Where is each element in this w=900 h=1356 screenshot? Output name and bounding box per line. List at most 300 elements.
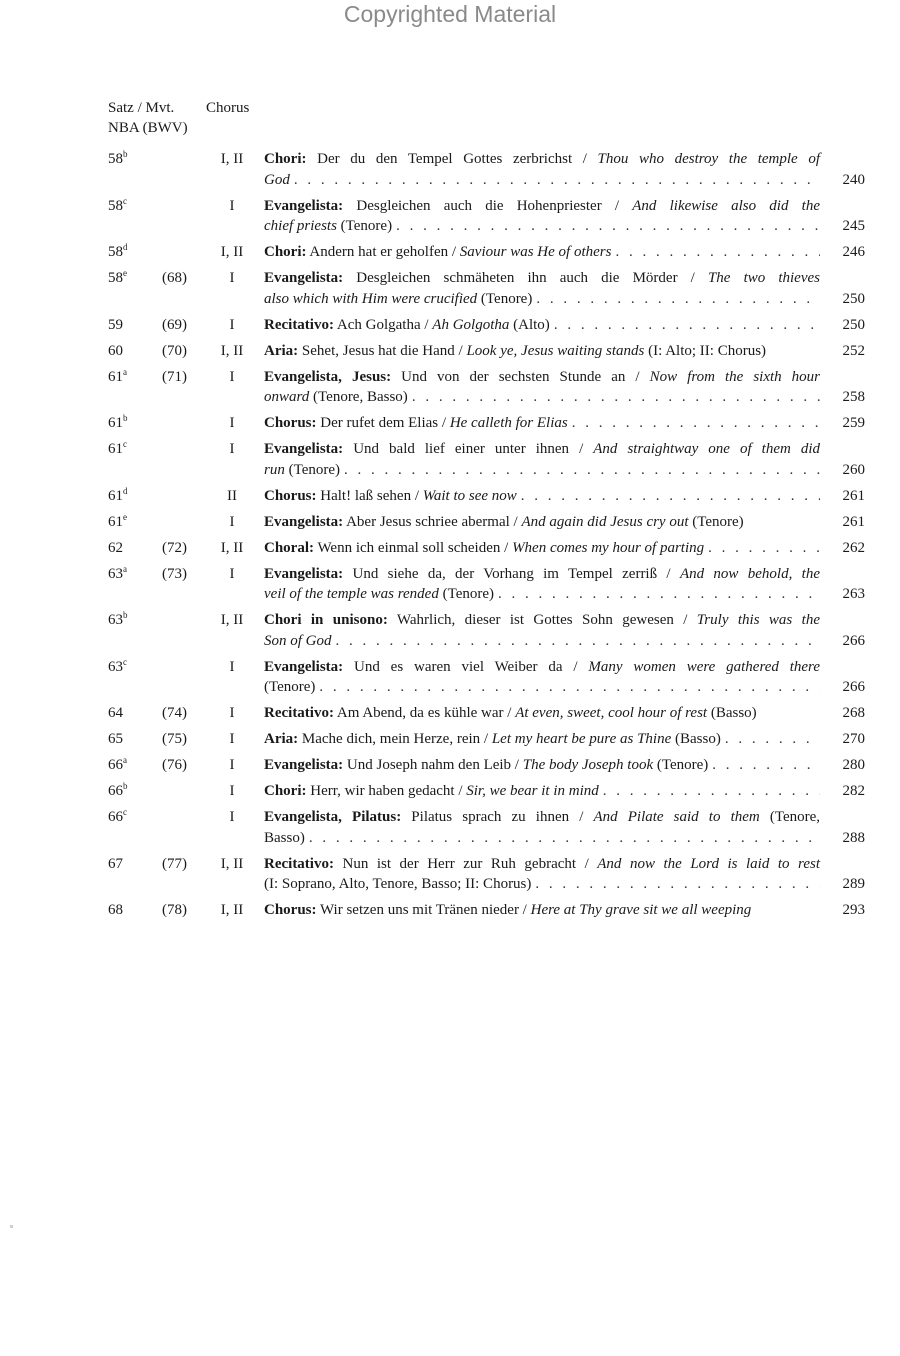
entry-german-title: Desgleichen auch die Hohenpriester /	[343, 197, 633, 214]
entry-text	[264, 196, 820, 237]
entry-english-title: He calleth for Elias	[449, 415, 568, 431]
entry-english-title-cont: veil of the temple was rended	[264, 586, 439, 602]
entry-label: Chorus:	[264, 487, 317, 504]
leader-dots	[396, 216, 820, 237]
page-number: 293	[842, 902, 865, 918]
entry-first-line	[264, 367, 820, 388]
entry-label: Chorus:	[264, 902, 317, 918]
column-header-nba-bwv: NBA (BWV)	[108, 120, 188, 136]
leader-dots	[603, 781, 820, 802]
entry-german-title: Nun ist der Herr zur Ruh gebracht /	[333, 855, 598, 872]
entry-label: Aria:	[264, 342, 299, 359]
entry-label: Chori:	[264, 783, 307, 799]
entry-line	[264, 584, 820, 605]
movement-number	[108, 315, 123, 336]
leader-dots	[572, 413, 820, 434]
toc-entry	[0, 315, 900, 336]
chorus-designation: I	[229, 316, 235, 333]
entry-line-text	[264, 900, 751, 921]
entry-voices: (I: Soprano, Alto, Tenore, Basso; II: Chorus)	[264, 876, 532, 892]
entry-english-title: And now the Lord is laid to rest	[597, 855, 820, 872]
bwv-number: (71)	[162, 368, 187, 385]
entry-voices: (Tenore)	[284, 461, 341, 478]
page-number: 282	[842, 783, 865, 799]
entry-label: Choral:	[264, 539, 314, 556]
entry-label: Chori in unisono:	[264, 612, 388, 628]
movement-number-main: 60	[108, 342, 123, 359]
entry-english-title: Thou who destroy the temple of	[597, 151, 820, 167]
movement-number-suffix: b	[123, 610, 128, 620]
entry-text	[264, 610, 820, 651]
movement-number-suffix: e	[123, 511, 127, 522]
entry-voices: (Tenore,	[759, 809, 821, 825]
leader-dots	[725, 729, 820, 750]
movement-number	[108, 729, 123, 750]
movement-number	[108, 854, 123, 875]
entry-text	[264, 854, 820, 895]
movement-number-suffix: e	[123, 268, 127, 278]
entry-line-text	[264, 677, 315, 698]
entry-english-title: Many women were gathered there	[588, 658, 821, 675]
entry-english-title: Let my heart be pure as Thine	[491, 731, 672, 747]
movement-number-suffix: d	[123, 242, 128, 252]
movement-number-main: 61	[108, 415, 123, 431]
bwv-number: (72)	[162, 539, 187, 556]
entry-text	[264, 564, 820, 605]
page-number: 245	[842, 218, 865, 234]
movement-number	[108, 755, 127, 776]
movement-number-main: 67	[108, 855, 123, 872]
chorus-designation: I	[229, 731, 235, 747]
toc-entry	[0, 439, 900, 480]
entry-line-text	[264, 170, 290, 191]
entry-english-title: Wait to see now	[422, 487, 517, 504]
bwv-number: (77)	[162, 855, 187, 872]
movement-number-main: 62	[108, 539, 123, 556]
leader-dots	[535, 874, 820, 895]
entry-text	[264, 755, 820, 776]
entry-german-title: Und es waren viel Weiber da /	[343, 658, 589, 675]
column-header-chorus: Chorus	[206, 100, 250, 116]
leader-dots	[521, 486, 820, 507]
entry-german-title: Und von der sechsten Stunde an /	[391, 368, 650, 385]
entry-first-line	[264, 196, 820, 217]
entry-german-title: Halt! laß sehen /	[316, 487, 423, 504]
movement-number	[108, 900, 123, 921]
chorus-designation: I	[229, 783, 235, 799]
entry-english-title: And likewise also did the	[632, 197, 820, 214]
bwv-number: (74)	[162, 705, 187, 721]
page-number: 250	[842, 290, 865, 307]
entry-line-text	[264, 584, 494, 605]
entry-line	[264, 387, 820, 408]
leader-dots	[344, 460, 820, 481]
bwv-number: (69)	[162, 316, 187, 333]
entry-german-title: Und Joseph nahm den Leib /	[343, 757, 523, 773]
chorus-designation: I	[229, 757, 235, 773]
entry-line	[264, 538, 820, 559]
entry-line	[264, 677, 820, 698]
entry-german-title: Wahrlich, dieser ist Gottes Sohn gewesen /	[387, 612, 697, 628]
entry-text	[264, 268, 820, 309]
page-number: 261	[842, 487, 865, 504]
toc-entry	[0, 703, 900, 724]
toc-entry	[0, 755, 900, 776]
entry-first-line	[264, 149, 820, 170]
movement-number	[108, 439, 127, 460]
entry-line	[264, 512, 820, 533]
entry-line	[264, 900, 820, 921]
page-number: 260	[842, 461, 865, 478]
entry-english-title: Sir, we bear it in mind	[466, 783, 599, 799]
movement-number-suffix: c	[123, 807, 127, 817]
page-number: 263	[842, 586, 865, 602]
movement-number	[108, 486, 128, 507]
scan-speck	[10, 1225, 13, 1228]
entry-line-text	[264, 387, 408, 408]
chorus-designation: I	[229, 441, 235, 457]
toc-entry	[0, 268, 900, 309]
movement-number-suffix: b	[123, 149, 128, 159]
entry-label: Recitativo:	[264, 316, 334, 333]
entry-label: Evangelista:	[264, 270, 344, 286]
entry-line-text	[264, 486, 517, 507]
entry-label: Chori:	[264, 244, 307, 260]
movement-number-suffix: b	[123, 781, 128, 791]
column-header-movement: Satz / Mvt.	[108, 100, 175, 116]
chorus-designation: I, II	[220, 151, 244, 167]
chorus-designation: I, II	[220, 539, 244, 556]
entry-english-title-cont: God	[264, 171, 290, 188]
page-number: 262	[842, 539, 865, 556]
entry-german-title: Wir setzen uns mit Tränen nieder /	[316, 902, 531, 918]
entry-voices: (Alto)	[509, 316, 550, 333]
entry-voices: (Basso)	[707, 705, 757, 721]
movement-number-main: 58	[108, 197, 123, 214]
entry-line	[264, 341, 820, 362]
chorus-designation: I, II	[220, 902, 244, 918]
entry-line	[264, 755, 820, 776]
entry-text	[264, 149, 820, 190]
entry-german-title: Der rufet dem Elias /	[316, 415, 450, 431]
toc-entry	[0, 807, 900, 848]
toc-entry	[0, 900, 900, 921]
toc-entry	[0, 729, 900, 750]
entry-voices: (Tenore)	[438, 586, 494, 602]
movement-number-suffix: c	[123, 195, 127, 206]
entry-english-title: And now behold, the	[679, 565, 820, 582]
toc-entry	[0, 341, 900, 362]
toc-entry	[0, 242, 900, 263]
entry-english-title: The two thieves	[707, 270, 820, 286]
entry-line	[264, 486, 820, 507]
entry-german-title: Mache dich, mein Herze, rein /	[298, 731, 492, 747]
movement-number-suffix: a	[123, 366, 127, 377]
entry-text	[264, 657, 820, 698]
leader-dots	[319, 677, 820, 698]
movement-number-main: 61	[108, 487, 123, 504]
movement-number	[108, 703, 123, 724]
entry-voices: (I: Alto; II: Chorus)	[644, 342, 767, 359]
movement-number-main: 66	[108, 809, 123, 825]
entry-line-text	[264, 242, 611, 263]
leader-dots	[712, 755, 820, 776]
entry-line-text	[264, 216, 392, 237]
entry-line	[264, 315, 820, 336]
chorus-designation: I, II	[220, 855, 244, 872]
entry-text	[264, 486, 820, 507]
chorus-designation: I	[229, 270, 235, 286]
entry-first-line	[264, 854, 820, 875]
page-number: 270	[842, 731, 865, 747]
toc-entry	[0, 610, 900, 651]
bwv-number: (73)	[162, 565, 187, 582]
chorus-designation: I, II	[220, 342, 244, 359]
movement-number-main: 68	[108, 902, 123, 918]
entry-first-line	[264, 657, 820, 678]
entry-english-title: And Pilate said to them	[593, 809, 760, 825]
bwv-number: (75)	[162, 731, 187, 747]
toc-entry	[0, 413, 900, 434]
chorus-designation: I	[229, 197, 235, 214]
entry-text	[264, 512, 820, 533]
movement-number-main: 66	[108, 783, 123, 799]
movement-number-main: 58	[108, 151, 123, 167]
entry-line	[264, 781, 820, 802]
movement-number	[108, 781, 128, 802]
entry-german-title: Und siehe da, der Vorhang im Tempel zerriß /	[343, 565, 680, 582]
movement-number	[108, 149, 128, 170]
page-number: 261	[842, 513, 865, 530]
entry-english-title: The body Joseph took	[522, 757, 654, 773]
entry-english-title: And again did Jesus cry out	[521, 513, 689, 530]
entry-line	[264, 703, 820, 724]
entry-line	[264, 216, 820, 237]
movement-number	[108, 268, 127, 289]
movement-number	[108, 196, 127, 217]
entry-english-title: Here at Thy grave sit we all weeping	[530, 902, 752, 918]
entry-label: Evangelista:	[264, 513, 344, 530]
entry-english-title-cont: Son of God	[264, 632, 332, 649]
leader-dots	[498, 584, 820, 605]
movement-number-main: 59	[108, 316, 123, 333]
entry-label: Evangelista:	[264, 197, 344, 214]
entry-line	[264, 289, 820, 310]
movement-number-suffix: b	[123, 413, 128, 423]
chorus-designation: I	[229, 513, 235, 530]
entry-english-title: Saviour was He of others	[459, 244, 612, 260]
table-of-contents	[0, 149, 900, 926]
toc-entry	[0, 149, 900, 190]
entry-line-text	[264, 729, 721, 750]
entry-first-line	[264, 564, 820, 585]
entry-text	[264, 341, 820, 362]
entry-text	[264, 900, 820, 921]
leader-dots	[708, 538, 820, 559]
chorus-designation: I	[229, 658, 235, 675]
entry-line-text	[264, 341, 766, 362]
entry-english-title: Now from the sixth hour	[649, 368, 821, 385]
chorus-designation: I	[229, 415, 235, 431]
entry-english-title-cont: chief priests	[264, 218, 337, 234]
movement-number-main: 63	[108, 612, 123, 628]
movement-number	[108, 512, 127, 533]
entry-german-title: Sehet, Jesus hat die Hand /	[298, 342, 467, 359]
toc-entry	[0, 854, 900, 895]
movement-number	[108, 657, 127, 678]
entry-label: Evangelista:	[264, 658, 344, 675]
toc-entry	[0, 367, 900, 408]
entry-english-title: Look ye, Jesus waiting stands	[466, 342, 645, 359]
entry-text	[264, 703, 820, 724]
entry-german-title: Herr, wir haben gedacht /	[306, 783, 467, 799]
entry-voices: (Tenore)	[336, 218, 393, 234]
entry-english-title-cont: also which with Him were crucified	[264, 290, 478, 307]
entry-line-text	[264, 413, 568, 434]
entry-voices: (Basso)	[671, 731, 721, 747]
entry-label: Evangelista:	[264, 565, 344, 582]
entry-first-line	[264, 807, 820, 828]
entry-line-text	[264, 755, 708, 776]
entry-label: Chori:	[264, 151, 307, 167]
bwv-number: (68)	[162, 270, 187, 286]
toc-entry	[0, 538, 900, 559]
entry-german-title: Wenn ich einmal soll scheiden /	[314, 539, 513, 556]
column-headers	[108, 98, 250, 138]
entry-line-text	[264, 828, 305, 849]
page-number: 250	[842, 316, 865, 333]
toc-entry	[0, 781, 900, 802]
entry-line-text	[264, 289, 532, 310]
entry-label: Chorus:	[264, 415, 317, 431]
entry-label: Evangelista, Pilatus:	[264, 809, 402, 825]
entry-text	[264, 367, 820, 408]
entry-voices: (Tenore, Basso)	[309, 389, 408, 405]
entry-line-text	[264, 631, 332, 652]
movement-number	[108, 564, 127, 585]
entry-label: Recitativo:	[264, 705, 334, 721]
entry-first-line	[264, 268, 820, 289]
entry-line	[264, 413, 820, 434]
entry-german-title: Desgleichen schmäheten ihn auch die Mörder /	[343, 270, 708, 286]
entry-line	[264, 729, 820, 750]
movement-number-suffix: c	[123, 439, 127, 449]
leader-dots	[309, 828, 820, 849]
page-number: 266	[842, 632, 865, 649]
entry-english-title: At even, sweet, cool hour of rest	[515, 705, 708, 721]
movement-number-suffix: a	[123, 563, 127, 574]
page-number: 240	[842, 171, 865, 188]
entry-label: Evangelista:	[264, 757, 344, 773]
page-number: 288	[842, 829, 865, 846]
entry-text	[264, 807, 820, 848]
copyright-watermark: Copyrighted Material	[343, 1, 557, 27]
entry-german-title: Ach Golgatha /	[333, 316, 433, 333]
movement-number-main: 66	[108, 757, 123, 773]
movement-number	[108, 413, 128, 434]
movement-number-main: 65	[108, 731, 123, 747]
entry-voices: (Tenore)	[477, 290, 533, 307]
page-number: 252	[842, 342, 865, 359]
entry-line-text	[264, 781, 599, 802]
bwv-number: (76)	[162, 757, 187, 773]
entry-english-title-cont: run	[264, 461, 285, 478]
entry-text	[264, 413, 820, 434]
movement-number	[108, 538, 123, 559]
page-number: 266	[842, 679, 865, 695]
entry-line-text	[264, 460, 340, 481]
movement-number	[108, 242, 128, 263]
page-number: 258	[842, 389, 865, 405]
movement-number-main: 63	[108, 565, 123, 582]
movement-number	[108, 341, 123, 362]
entry-label: Aria:	[264, 731, 299, 747]
entry-line	[264, 170, 820, 191]
toc-entry	[0, 564, 900, 605]
leader-dots	[294, 170, 820, 191]
movement-number	[108, 367, 127, 388]
page-number: 280	[842, 757, 865, 773]
entry-line-text	[264, 538, 704, 559]
movement-number-main: 58	[108, 244, 123, 260]
entry-line	[264, 460, 820, 481]
page-number: 268	[842, 705, 865, 721]
toc-entry	[0, 486, 900, 507]
entry-line	[264, 874, 820, 895]
entry-line	[264, 242, 820, 263]
movement-number-suffix: a	[123, 755, 127, 765]
movement-number-main: 61	[108, 513, 123, 530]
entry-line-text	[264, 512, 744, 533]
leader-dots	[412, 387, 820, 408]
chorus-designation: I	[229, 809, 235, 825]
entry-german-title: Der du den Tempel Gottes zerbrichst /	[306, 151, 598, 167]
entry-line-text	[264, 874, 531, 895]
entry-label: Recitativo:	[264, 855, 334, 872]
leader-dots	[554, 315, 820, 336]
entry-english-title: Truly this was the	[696, 612, 820, 628]
entry-voices: (Tenore)	[688, 513, 744, 530]
movement-number-main: 61	[108, 441, 123, 457]
entry-english-title: Ah Golgotha	[432, 316, 510, 333]
entry-first-line	[264, 439, 820, 460]
entry-german-title: Und bald lief einer unter ihnen /	[343, 441, 594, 457]
movement-number-main: 61	[108, 368, 123, 385]
entry-text	[264, 781, 820, 802]
entry-text	[264, 242, 820, 263]
entry-voices: Basso)	[264, 829, 305, 846]
toc-entry	[0, 196, 900, 237]
entry-line	[264, 631, 820, 652]
bwv-number: (78)	[162, 902, 187, 918]
entry-german-title: Aber Jesus schriee abermal /	[343, 513, 522, 530]
leader-dots	[336, 631, 821, 652]
entry-text	[264, 439, 820, 480]
page-number: 259	[842, 415, 865, 431]
entry-english-title: And straightway one of them did	[593, 441, 821, 457]
entry-first-line	[264, 610, 820, 631]
entry-german-title: Pilatus sprach zu ihnen /	[401, 809, 594, 825]
chorus-designation: I, II	[220, 612, 244, 628]
entry-text	[264, 729, 820, 750]
entry-german-title: Am Abend, da es kühle war /	[333, 705, 516, 721]
movement-number-suffix: d	[123, 485, 128, 496]
toc-entry	[0, 657, 900, 698]
movement-number	[108, 807, 127, 828]
entry-text	[264, 538, 820, 559]
entry-voices: (Tenore)	[264, 679, 316, 695]
page-number: 246	[842, 244, 865, 260]
